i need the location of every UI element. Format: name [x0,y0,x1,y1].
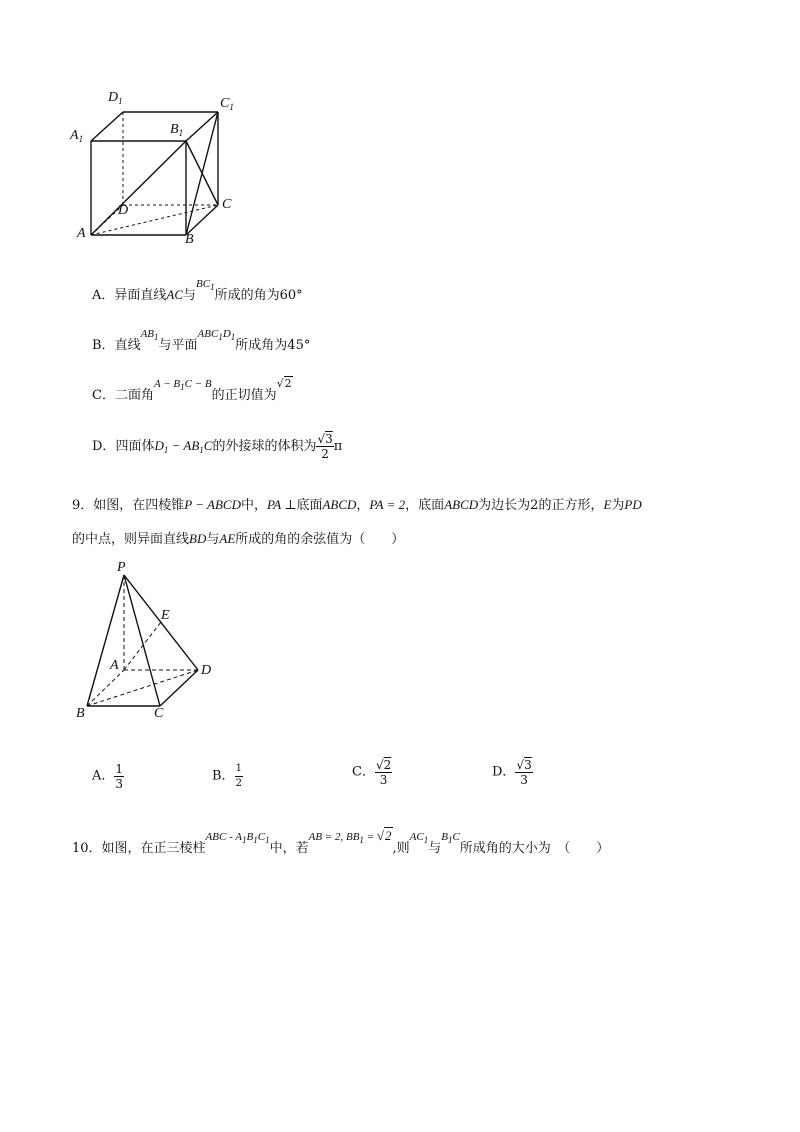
label-P: P [117,560,126,575]
label-C1: $C_1$ [220,96,234,112]
pyramid-figure [72,560,222,725]
label-A2: A [110,658,119,673]
label-B: B [185,232,194,247]
q9-line-1: 9．如图，在四棱锥P − ABCD中，PA ⊥底面ABCD，PA = 2，底面ABCD为边长为2的正方形，E为PD [72,497,642,513]
cube-figure [70,90,250,250]
label-D1: $D_1$ [108,90,123,106]
q8-option-b: B．直线$^{AB_1}$与平面$^{ABC_1D_1}$所成角为45° [92,328,311,353]
label-D2: D [201,663,212,678]
label-A1: $A_1$ [70,128,84,144]
fraction-sqrt3-over-2: $\frac{√3}{2}$ [317,432,333,461]
q9-option-d: D． $\frac{√3}{3}$ [492,758,532,787]
q9-option-c: C． $\frac{√2}{3}$ [352,758,392,787]
pyramid-diagram [72,560,222,725]
q8-option-c: C．二面角$^{A - B_1C - B}$的正切值为√2 [92,377,292,403]
q9-option-b: B． $\frac{1}{2}$ [212,763,242,789]
q8-option-a: A．异面直线AC与$^{BC_1}$所成的角为60° [92,278,303,303]
label-B1: $B_1$ [170,122,184,138]
q9-option-a: A． $\frac{1}{3}$ [92,762,124,791]
label-B2: B [76,706,85,721]
label-D: D [118,203,129,218]
q9-line-2: 的中点，则异面直线BD与AE所成的角的余弦值为（ ） [72,531,405,547]
label-E: E [161,608,170,623]
label-A: A [77,226,86,241]
cube-diagram [70,90,250,250]
sqrt-2: √2 [276,377,292,390]
q10-question: 10．如图，在正三棱柱$^{ABC - A_1B_1C_1}$中，若$^{AB = 2, BB_1 = √2}$,则$^{AC_1}$与$^{B_1C}$所成角的大小为 （ ） [72,828,610,856]
q8-option-d: D．四面体$D_1 - AB_1C$的外接球的体积为 $\frac{√3}{2}$ π [92,432,343,461]
label-C: C [222,197,232,212]
label-C2: C [154,706,164,721]
